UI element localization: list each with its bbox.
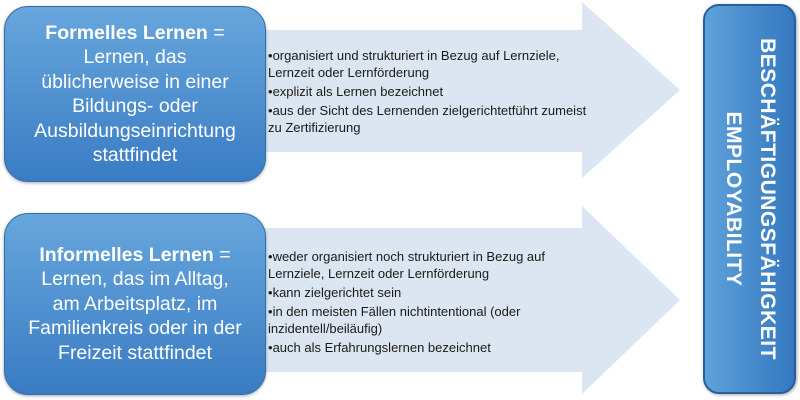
formal-learning-title: Formelles Lernen bbox=[45, 21, 208, 44]
informal-definition-line: am Arbeitsplatz, im bbox=[52, 292, 218, 315]
outcome-german-label: BESCHÄFTIGUNGSFÄHIGKEIT bbox=[755, 38, 779, 360]
formal-bullet-text: aus der Sicht des Lernenden zielgerichtetführt zumeist zu Zertifizierung bbox=[268, 103, 587, 135]
informal-learning-box bbox=[4, 213, 266, 395]
formal-definition-line: stattfindet bbox=[92, 144, 178, 166]
formal-definition-line: Lernen, das bbox=[83, 46, 187, 68]
formal-characteristics-list bbox=[268, 47, 598, 138]
outcome-label bbox=[716, 9, 784, 389]
formal-definition-line: üblicherweise in einer bbox=[41, 70, 229, 93]
list-item: •organisiert und strukturiert in Bezug auf Lernziele, Lernzeit oder Lernförderung bbox=[268, 48, 560, 80]
list-item: •kann zielgerichtet sein bbox=[268, 285, 402, 300]
informal-bullet-text: auch als Erfahrungslernen bezeichnet bbox=[272, 340, 491, 355]
employability-outcome-box bbox=[703, 4, 796, 394]
formal-bullet-text: explizit als Lernen bezeichnet bbox=[272, 84, 444, 99]
informal-bullet-text: weder organisiert noch strukturiert in Bezug auf Lernziele, Lernzeit oder Lernförderung bbox=[268, 249, 545, 281]
informal-definition-line: Familienkreis oder in der bbox=[28, 317, 242, 340]
formal-definition-line: Bildungs- oder bbox=[72, 95, 198, 117]
list-item: •weder organisiert noch strukturiert in Bezug auf Lernziele, Lernzeit oder Lernförderung bbox=[268, 249, 545, 281]
formal-equals: = bbox=[207, 21, 225, 44]
list-item: •auch als Erfahrungslernen bezeichnet bbox=[268, 340, 491, 355]
list-item: •aus der Sicht des Lernenden zielgerichtetführt zumeist zu Zertifizierung bbox=[268, 103, 587, 135]
formal-definition-line: Ausbildungseinrichtung bbox=[34, 119, 236, 142]
informal-definition-line: Freizeit stattfindet bbox=[58, 341, 212, 364]
informal-characteristics-list bbox=[268, 248, 588, 358]
informal-bullet-text: in den meisten Fällen nichtintentional (oder inzidentell/beiläufig) bbox=[268, 304, 521, 336]
informal-definition-line: Lernen, das im Alltag, bbox=[41, 268, 229, 291]
list-item: •explizit als Lernen bezeichnet bbox=[268, 84, 444, 99]
informal-bullet-text: kann zielgerichtet sein bbox=[272, 285, 402, 300]
informal-equals: = bbox=[213, 243, 231, 266]
formal-bullet-text: organisiert und strukturiert in Bezug auf Lernziele, Lernzeit oder Lernförderung bbox=[268, 48, 560, 80]
informal-learning-title: Informelles Lernen bbox=[39, 243, 214, 266]
outcome-english-label: EMPLOYABILITY bbox=[721, 111, 745, 287]
list-item: •in den meisten Fällen nichtintentional (oder inzidentell/beiläufig) bbox=[268, 304, 521, 336]
formal-learning-box bbox=[4, 6, 266, 182]
